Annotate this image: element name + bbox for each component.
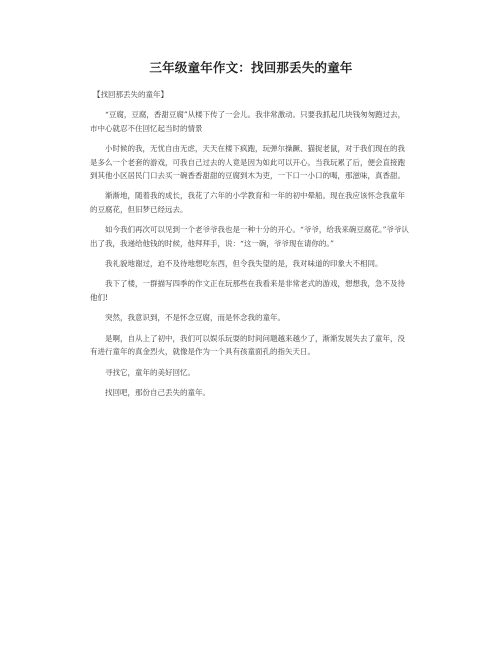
paragraph-4: 如今我们再次可以见到一个老爷爷我也是一种十分的开心。“爷爷，给我来碗豆腐花。”爷爷认出了我，我递给他钱的时候，他拜拜手，说：“这一碗，爷爷现在请你的。” — [90, 225, 409, 248]
document-body — [90, 88, 410, 406]
paragraph-7: 突然，我意识到，不是怀念豆腐，而是怀念我的童年。 — [105, 313, 285, 323]
paragraph-3: 渐渐地，随着我的成长，我花了六年的小学教育和一年的初中晕船。现在我应该怀念我童年的豆腐花，但旧梦已经远去。 — [90, 191, 405, 214]
section-heading: 【找回那丢失的童年】 — [93, 90, 168, 99]
paragraph-5: 我礼貌地谢过，迫不及待地想吃东西，但令我失望的是，我对味道的印象大不相同。 — [105, 259, 383, 269]
paragraph-8: 是啊，自从上了初中，我们可以娱乐玩耍的时间问题越来越少了，渐渐发展失去了童年，没有进行童年的真金烈火，就像是作为一个具有孩童面孔的指矢天日。 — [90, 333, 405, 357]
paragraph-6: 我下了楼，一群描写四季的作文正在玩那些在我看来是非常老式的游戏，想想我，急不及待他们! — [90, 279, 405, 302]
paragraph-1: “豆腐，豆腐，香甜豆腐”从楼下传了一会儿。我非常激动。只要我抓起几块钱匆匆跑过去，市中心就忍不住回忆起当时的情景 — [90, 110, 406, 133]
paragraph-9: 寻找它，童年的美好回忆。 — [105, 367, 195, 377]
paragraph-10: 找回吧，那份自己丢失的童年。 — [105, 387, 210, 397]
paragraph-2: 小时候的我，无忧自由无虑，天天在楼下疯跑，玩弹尔操蹶、猫捉老鼠，对于我们现在的我是多么一个老套的游戏，可我自己过去的人竟是因为如此可以开心。当我玩累了后，便会直接跑到其他小区居民门口去买一碗香香甜甜的豆腐到木为吏，一下口一小口的喝，那滋味，真香甜。 — [90, 144, 405, 181]
document-title: 三年级童年作文：找回那丢失的童年 — [149, 60, 353, 75]
